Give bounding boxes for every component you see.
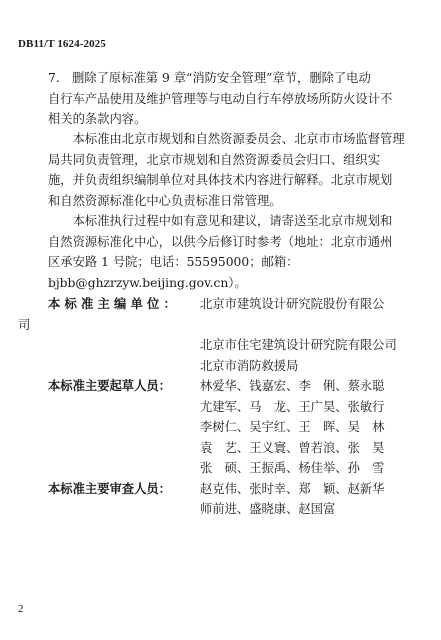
drafters-row [48, 417, 408, 438]
contact-email: bjbb@ghzrzyw.beijing.gov.cn）。 [48, 275, 247, 290]
drafter-names: 张 硕、王振禹、杨佳举、孙 雪 [200, 461, 385, 475]
page-number: 2 [18, 603, 24, 615]
drafters-row [48, 376, 408, 397]
drafters-row [48, 458, 408, 479]
paragraph-management [48, 129, 405, 211]
reviewer-names: 师前进、盛晓康、赵国富 [200, 502, 336, 516]
text-line: 相关的条款内容。 [48, 112, 147, 126]
reviewer-names: 赵克伟、张时幸、郑 颖、赵新华 [200, 481, 385, 496]
chief-editor-label: 本标准主编单位： [48, 296, 180, 311]
reviewers-row [48, 479, 408, 500]
text-line: 施，并负责组织编制单位对具体技术内容进行解释。北京市规划 [48, 173, 393, 187]
reviewers-label: 本标准主要审查人员： [48, 480, 171, 496]
co-editor-row [48, 335, 408, 356]
drafter-names: 林爱华、钱嘉宏、李 俐、蔡永聪 [200, 379, 385, 393]
text-line: 自行车产品使用及维护管理等与电动自行车停放场所防火设计不 [48, 91, 393, 106]
chief-editor-row [48, 294, 408, 315]
drafter-names: 李树仁、吴宇红、王 晖、吴 林 [200, 420, 385, 434]
credits-section [18, 294, 408, 520]
drafters-row [48, 397, 408, 418]
co-editor-name: 北京市住宅建筑设计研究院有限公司 [200, 338, 397, 352]
reviewers-row [48, 499, 408, 520]
text-line: 7. 删除了原标准第 9 章“消防安全管理”章节，删除了电动 [48, 71, 371, 85]
text-line: 自然资源标准化中心，以供今后修订时参考（地址：北京市通州 [48, 234, 393, 249]
text-line: 本标准执行过程中如有意见和建议，请寄送至北京市规划和 [48, 214, 393, 228]
co-editor-row [48, 356, 408, 377]
drafters-label: 本标准主要起草人员： [48, 378, 171, 393]
text-line: 区承安路 1 号院；电话：55595000；邮箱： [48, 255, 299, 269]
drafters-row [48, 438, 408, 459]
text-line: 本标准由北京市规划和自然资源委员会、北京市市场监督管理 [48, 132, 405, 146]
paragraph-feedback [48, 211, 394, 293]
chief-editor-wrap [18, 315, 408, 336]
chief-editor-name-wrap: 司 [18, 317, 31, 332]
drafter-names: 袁 艺、王义寰、曾若浪、张 昊 [200, 440, 385, 455]
paragraph-deletion-note [48, 68, 394, 130]
chief-editor-name: 北京市建筑设计研究院股份有限公 [200, 297, 385, 311]
standard-code: DB11/T 1624-2025 [18, 38, 106, 50]
text-line: 和自然资源标准化中心负责标准日常管理。 [48, 193, 282, 208]
text-line: 局共同负责管理，北京市规划和自然资源委员会归口、组织实 [48, 152, 381, 167]
drafter-names: 尤建军、马 龙、王广昊、张敏行 [200, 399, 385, 414]
co-editor-name: 北京市消防救援局 [200, 358, 299, 373]
